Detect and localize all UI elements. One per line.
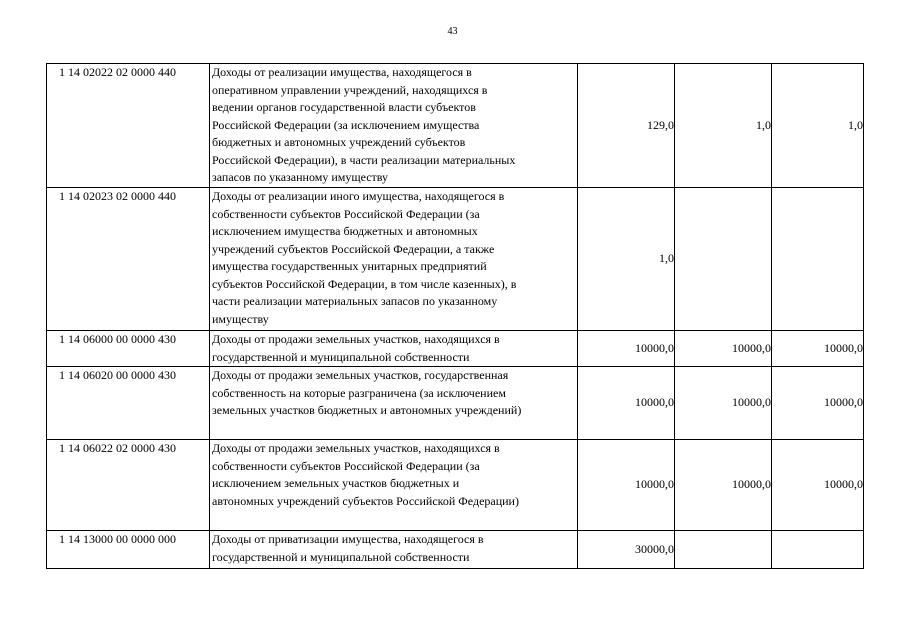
- value-cell-year-3: 1,0: [772, 64, 864, 188]
- value-cell-year-1: 10000,0: [578, 367, 675, 440]
- value-cell-year-2: 10000,0: [675, 440, 772, 531]
- value-cell-year-2: 10000,0: [675, 331, 772, 367]
- description-line: части реализации материальных запасов по указанному: [212, 294, 498, 308]
- description-line: Доходы от реализации имущества, находящегося в: [212, 65, 472, 79]
- value-cell-year-3: 10000,0: [772, 331, 864, 367]
- value-cell-year-3: 10000,0: [772, 440, 864, 531]
- description-cell: [210, 531, 578, 569]
- description-line: запасов по указанному имуществу: [212, 170, 389, 184]
- value-cell-year-1: 1,0: [578, 188, 675, 331]
- value-cell-year-3: 10000,0: [772, 367, 864, 440]
- description-line: Доходы от приватизации имущества, находящегося в: [212, 532, 484, 546]
- description-line: исключением имущества бюджетных и автономных: [212, 224, 478, 238]
- table-row: [47, 440, 864, 531]
- table-row: [47, 64, 864, 188]
- budget-code-cell: 1 14 06020 00 0000 430: [47, 367, 210, 440]
- description-line: Доходы от реализации иного имущества, находящегося в: [212, 189, 505, 203]
- description-cell: [210, 331, 578, 367]
- budget-code-cell: 1 14 02023 02 0000 440: [47, 188, 210, 331]
- description-line: бюджетных и автономных учреждений субъектов: [212, 135, 466, 149]
- budget-code-cell: 1 14 06000 00 0000 430: [47, 331, 210, 367]
- description-line: собственности субъектов Российской Федерации (за: [212, 206, 480, 221]
- description-cell: [210, 367, 578, 440]
- description-line: ведении органов государственной власти субъектов: [212, 100, 476, 114]
- revenue-table: [46, 63, 864, 569]
- description-line: имущества государственных унитарных предприятий: [212, 259, 487, 273]
- budget-code-cell: 1 14 13000 00 0000 000: [47, 531, 210, 569]
- value-cell-year-2: [675, 188, 772, 331]
- description-line: государственной и муниципальной собственности: [212, 549, 470, 564]
- table-row: [47, 188, 864, 331]
- table-row: [47, 531, 864, 569]
- value-cell-year-1: 30000,0: [578, 531, 675, 569]
- description-line: автономных учреждений субъектов Российской Федерации): [212, 493, 519, 508]
- value-cell-year-1: 10000,0: [578, 440, 675, 531]
- value-cell-year-3: [772, 531, 864, 569]
- description-line: Российской Федерации (за исключением имущества: [212, 117, 480, 132]
- description-line: оперативном управлении учреждений, находящихся в: [212, 82, 488, 97]
- description-line: собственности субъектов Российской Федерации (за: [212, 458, 480, 473]
- value-cell-year-2: 10000,0: [675, 367, 772, 440]
- description-line: земельных участков бюджетных и автономных учреждений): [212, 403, 522, 417]
- table-row: [47, 331, 864, 367]
- value-cell-year-2: [675, 531, 772, 569]
- description-line: исключением земельных участков бюджетных и: [212, 476, 460, 490]
- description-line: учреждений субъектов Российской Федерации, а также: [212, 241, 495, 256]
- description-line: Российской Федерации), в части реализации материальных: [212, 152, 516, 167]
- page-number: 43: [447, 26, 458, 37]
- value-cell-year-1: 10000,0: [578, 331, 675, 367]
- budget-code-cell: 1 14 02022 02 0000 440: [47, 64, 210, 188]
- description-line: имуществу: [212, 311, 269, 326]
- value-cell-year-3: [772, 188, 864, 331]
- description-line: Доходы от продажи земельных участков, находящихся в: [212, 441, 500, 455]
- table-row: [47, 367, 864, 440]
- description-line: собственность на которые разграничена (за исключением: [212, 385, 506, 400]
- budget-code-cell: 1 14 06022 02 0000 430: [47, 440, 210, 531]
- description-cell: [210, 64, 578, 188]
- description-line: государственной и муниципальной собственности: [212, 349, 470, 364]
- description-cell: [210, 440, 578, 531]
- description-line: Доходы от продажи земельных участков, находящихся в: [212, 332, 500, 346]
- description-line: субъектов Российской Федерации, в том числе казенных), в: [212, 276, 517, 291]
- description-cell: [210, 188, 578, 331]
- value-cell-year-2: 1,0: [675, 64, 772, 188]
- description-line: Доходы от продажи земельных участков, государственная: [212, 368, 509, 382]
- value-cell-year-1: 129,0: [578, 64, 675, 188]
